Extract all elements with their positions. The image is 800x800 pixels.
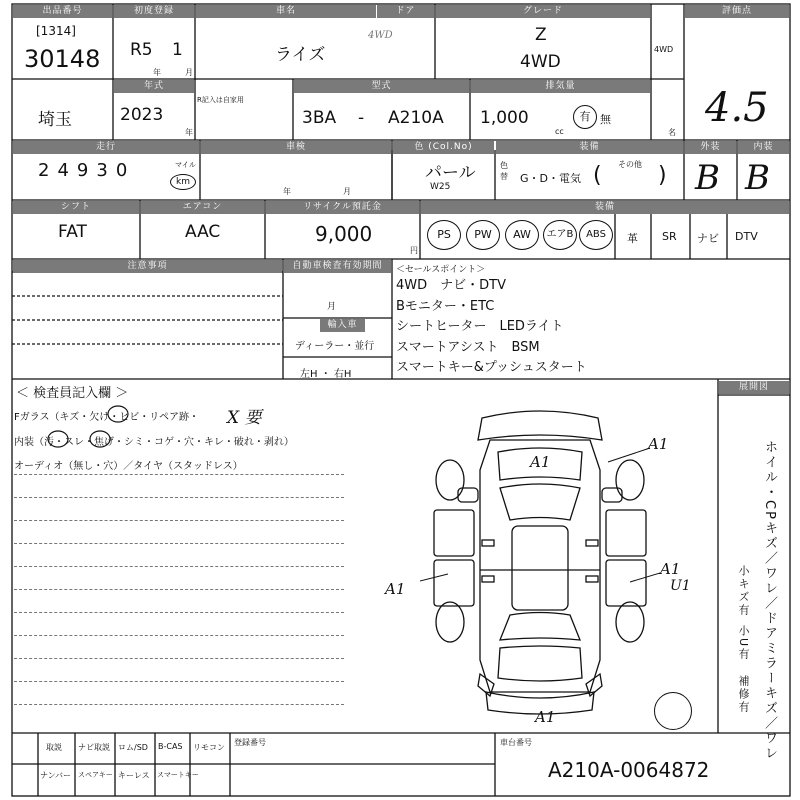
option-ps: PS xyxy=(427,220,461,250)
car-diagram xyxy=(420,400,660,730)
first-reg-month-unit: 月 xyxy=(185,68,193,77)
inspection-year-label: 年 xyxy=(283,187,291,196)
side-note-wheel-mirror: ホイル・CPキズ／ワレ／ドアミラーキズ／ワレ xyxy=(762,440,777,761)
vehicle-inspection-header: 車検 xyxy=(201,141,391,154)
model-code: A210A xyxy=(388,108,444,128)
door-header: ドア xyxy=(377,5,434,18)
damage-mark: A1 xyxy=(648,435,669,453)
inspector-notes-title: ＜ 検査員記入欄 ＞ xyxy=(16,386,129,401)
note-line xyxy=(14,497,344,498)
check-rom-sd: ロム/SD xyxy=(118,743,148,752)
equipment-header-2: 装備 xyxy=(421,201,789,214)
model-dash: - xyxy=(358,108,365,128)
exterior-header: 外装 xyxy=(685,141,736,154)
mileage-digit: 3 xyxy=(96,160,116,181)
import-header: 輸入車 xyxy=(320,319,365,332)
option-dtv: DTV xyxy=(735,230,758,243)
fuel-paren-close: ) xyxy=(658,163,667,188)
side-note-small-scratch: 小キズ有 xyxy=(737,565,750,617)
note-line xyxy=(14,635,344,636)
model-prefix: 3BA xyxy=(302,108,337,128)
shift-value: FAT xyxy=(58,222,87,242)
inspection-period-header: 自動車検査有効期間 xyxy=(284,260,391,273)
development-header: 展開図 xyxy=(719,381,789,394)
recycle-header: リサイクル預託金 xyxy=(266,201,419,214)
equipment-header: 装備 xyxy=(496,141,683,154)
color-code: W25 xyxy=(430,182,451,192)
grade-name: Z xyxy=(535,25,547,45)
displacement-value: 1,000 xyxy=(480,108,529,128)
option-sr: SR xyxy=(662,230,677,243)
check-smart-key: スマートキー xyxy=(157,771,199,779)
damage-mark: A1 xyxy=(385,580,406,598)
inspection-month-label: 月 xyxy=(343,187,351,196)
mileage-header: 走行 xyxy=(13,141,199,154)
color-name: パール xyxy=(425,163,476,183)
model-year-note: R記入は自家用 xyxy=(197,96,244,104)
check-number: ナンバー xyxy=(40,771,72,780)
note-line xyxy=(14,520,344,521)
turbo-yes-circle: 有 xyxy=(573,105,597,129)
fuel-paren-open: ( xyxy=(593,163,602,188)
fuel-other-label: その他 xyxy=(618,160,642,169)
note-line xyxy=(14,543,344,544)
mile-label: マイル xyxy=(175,161,196,169)
note-line xyxy=(14,566,344,567)
damage-mark: U1 xyxy=(670,578,691,594)
steering: 左H ・ 右H xyxy=(300,369,352,380)
option-navi: ナビ xyxy=(697,232,719,245)
check-manual: 取説 xyxy=(46,743,62,752)
side-note-small-dent: 小U有 xyxy=(737,625,750,662)
option-airbag: エアB xyxy=(543,220,577,250)
aircon-value: AAC xyxy=(185,222,221,242)
note-line xyxy=(14,681,344,682)
lot-number: 30148 xyxy=(24,45,101,73)
note-line xyxy=(14,474,344,475)
exterior-rating: B xyxy=(695,158,720,198)
grade-header: グレード xyxy=(436,5,650,18)
check-spare-key: スペアキー xyxy=(78,771,113,779)
turbo-no: 無 xyxy=(600,113,611,126)
grade-side-label: 4WD xyxy=(654,45,674,54)
model-year-value: 2023 xyxy=(120,105,164,125)
fuel-options: G・D・電気 xyxy=(520,172,581,185)
model-header: 型式 xyxy=(294,80,469,93)
sales-point: スマートキー&プッシュスタート xyxy=(396,360,587,375)
prefecture: 埼玉 xyxy=(38,110,72,130)
note-line xyxy=(14,658,344,659)
damage-mark: A1 xyxy=(535,708,556,726)
mileage-digit: 4 xyxy=(57,160,77,181)
car-name: ライズ xyxy=(275,45,326,65)
damage-mark: A1 xyxy=(530,453,551,471)
option-abs: ABS xyxy=(579,220,613,250)
note-circles xyxy=(0,0,400,460)
km-circle: km xyxy=(170,174,196,190)
sales-points-label: ＜セールスポイント＞ xyxy=(396,265,486,275)
evaluation-score: 4.5 xyxy=(705,85,769,131)
damage-mark: A1 xyxy=(660,560,681,578)
color-change-label: 色替 xyxy=(500,161,508,181)
shift-header: シフト xyxy=(13,201,139,214)
marker-circle xyxy=(654,692,692,730)
frame-number: A210A-0064872 xyxy=(548,758,710,782)
car-name-note: 4WD xyxy=(368,30,393,41)
interior-note: 内装（汚・スレ・焦げ・シミ・コゲ・穴・キレ・破れ・剥れ） xyxy=(14,437,294,448)
note-line xyxy=(14,589,344,590)
capacity-unit: 名 xyxy=(668,128,676,137)
note-line xyxy=(14,612,344,613)
sales-point: スマートアシスト BSM xyxy=(396,339,540,355)
first-reg-header: 初度登録 xyxy=(114,5,194,18)
evaluation-header: 評価点 xyxy=(685,5,789,18)
option-aw: AW xyxy=(505,220,539,250)
sales-point: Bモニター・ETC xyxy=(396,298,495,314)
exhibit-no-header: 出品番号 xyxy=(13,5,112,18)
sales-point: 4WD ナビ・DTV xyxy=(396,278,506,293)
aircon-header: エアコン xyxy=(141,201,264,214)
option-leather: 革 xyxy=(627,232,638,245)
check-keyless: キーレス xyxy=(118,771,150,780)
model-year-header: 年式 xyxy=(114,80,194,93)
interior-rating: B xyxy=(745,158,770,198)
first-reg-year-unit: 年 xyxy=(153,68,161,77)
side-note-repair: 補修有 xyxy=(737,675,750,714)
note-line xyxy=(14,704,344,705)
frame-no-label: 車台番号 xyxy=(500,738,532,747)
glass-note: Fガラス（キズ・欠け・ヒビ・リペア跡・ xyxy=(14,412,200,423)
vehicle-inspection-month: 月 xyxy=(327,302,337,312)
color-header: 色 (Col.No) xyxy=(393,141,494,154)
remarks-header: 注意事項 xyxy=(13,260,282,273)
glass-mark: X 要 xyxy=(227,408,262,428)
check-bcas: B-CAS xyxy=(158,742,183,751)
displacement-unit: cc xyxy=(555,127,564,136)
sales-point: シートヒーター LEDライト xyxy=(396,319,564,334)
first-reg-value: 1 xyxy=(172,40,183,60)
option-pw: PW xyxy=(466,220,500,250)
registration-no-label: 登録番号 xyxy=(234,738,266,747)
displacement-header: 排気量 xyxy=(471,80,650,93)
first-reg-era: R5 xyxy=(130,40,153,60)
sales-points-list xyxy=(396,276,587,379)
import-route: ディーラー・並行 xyxy=(295,341,375,352)
lot-bracket-no: [1314] xyxy=(36,24,76,38)
grade-drive: 4WD xyxy=(520,52,561,72)
mileage-digit: 9 xyxy=(76,160,97,181)
check-navi-manual: ナビ取説 xyxy=(78,743,110,752)
audio-note: オーディオ（無し・穴）／タイヤ（スタッドレス） xyxy=(14,461,243,472)
recycle-amount: 9,000 xyxy=(315,222,373,246)
car-name-header: 車名 xyxy=(196,5,376,18)
interior-header: 内装 xyxy=(738,141,789,154)
recycle-unit: 円 xyxy=(410,246,418,255)
check-remote: リモコン xyxy=(193,743,225,752)
mileage-digit: 2 xyxy=(38,160,58,181)
mileage-digit: 0 xyxy=(115,160,136,181)
model-year-unit: 年 xyxy=(185,128,193,137)
